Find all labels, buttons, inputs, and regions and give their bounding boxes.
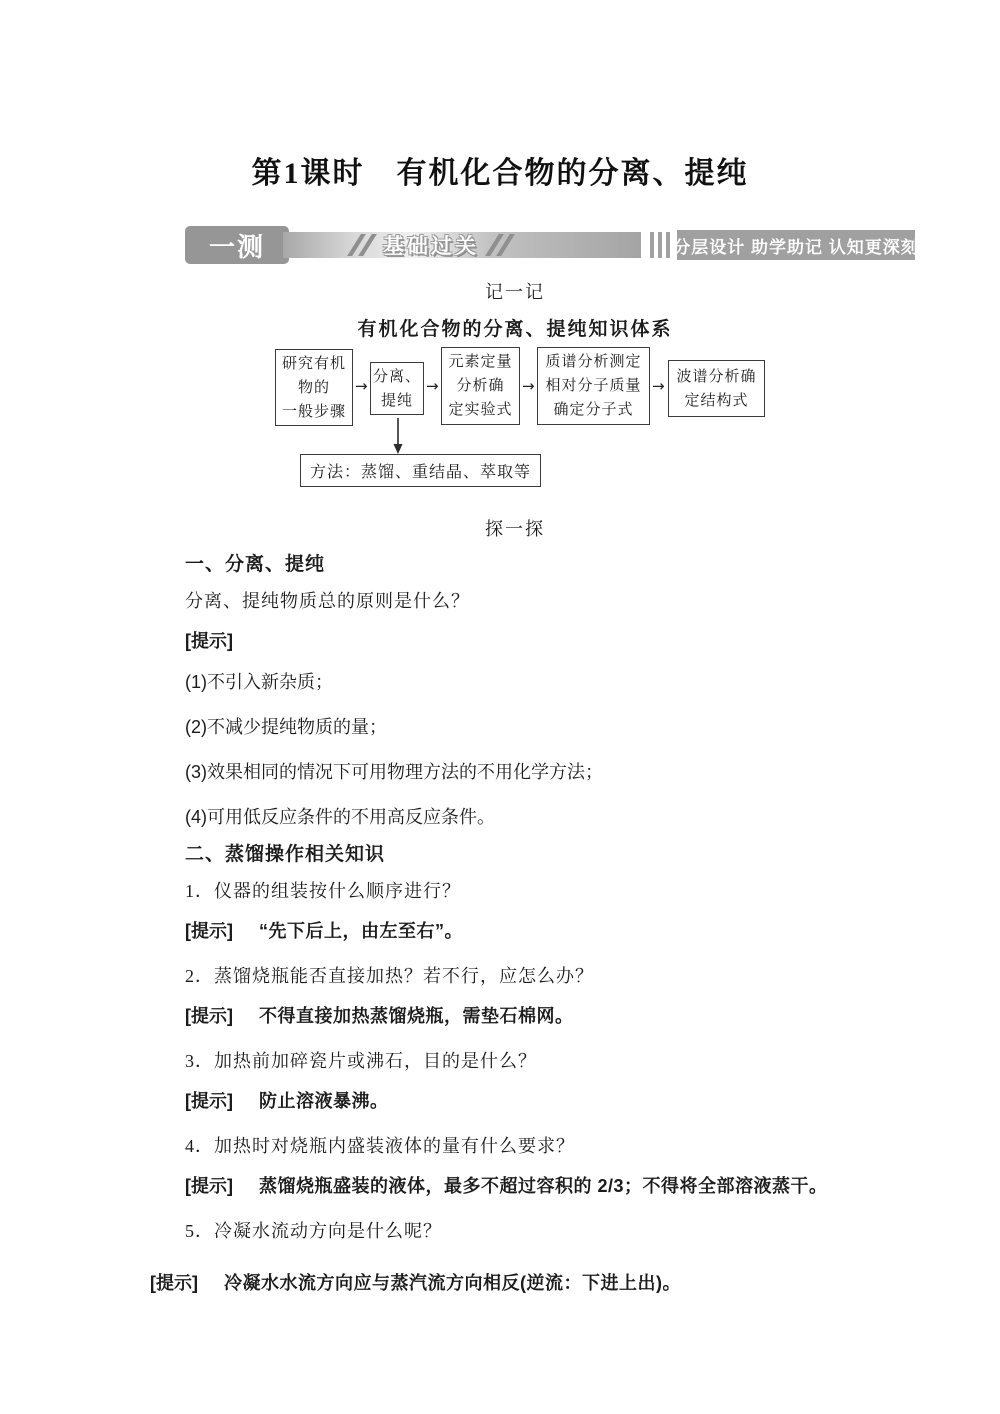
- memorize-subtitle: 有机化合物的分离、提纯知识体系: [357, 319, 673, 340]
- flow-box-research-steps: [275, 349, 353, 426]
- flow-box-line: 元素定量: [448, 354, 513, 370]
- flow-box-mass-spectrometry: [537, 347, 650, 425]
- hint-label: [提示]: [185, 1091, 233, 1111]
- question-5: 5．冷凝水流动方向是什么呢？: [185, 1221, 442, 1241]
- right-arrow-icon: →: [426, 377, 439, 395]
- flow-box-separation-purification: [370, 362, 424, 415]
- flow-box-line: 物的: [297, 379, 330, 396]
- answer-4: [150, 1174, 880, 1200]
- principle-item: (3)效果相同的情况下可用物理方法的不用化学方法；: [185, 762, 603, 782]
- answer-text: 冷凝水水流方向应与蒸汽流方向相反(逆流：下进上出)。: [224, 1273, 681, 1293]
- banner-right-strip: [673, 230, 919, 260]
- flow-box-spectroscopy: [668, 360, 765, 417]
- flow-box-line: 定结构式: [684, 392, 749, 409]
- banner-right-label: 分层设计 助学助记 认知更深刻: [673, 237, 919, 257]
- flow-box-line: 定实验式: [448, 402, 513, 418]
- flow-box-elemental-analysis: [441, 347, 520, 425]
- answer-5: [150, 1271, 880, 1297]
- banner-section-label: 基础过关: [383, 235, 479, 258]
- answer-3: [150, 1089, 880, 1115]
- hint-label: [提示]: [185, 1176, 233, 1196]
- down-arrow-icon: [392, 418, 404, 459]
- method-box: 方法：蒸馏、重结晶、萃取等: [300, 454, 541, 487]
- question-1: 1．仪器的组装按什么顺序进行？: [185, 881, 461, 901]
- hint-label: [提示]: [185, 1006, 233, 1026]
- flow-box-line: 一般步骤: [281, 403, 346, 420]
- content-column: [150, 278, 880, 1316]
- section1-hint-label-line: [150, 629, 880, 655]
- section-banner: [185, 226, 919, 264]
- question-2: 2．蒸馏烧瓶能否直接加热？若不行，应怎么办？: [185, 966, 594, 986]
- section2-title: 二、蒸馏操作相关知识: [185, 844, 386, 865]
- banner-tab-label: 一测: [208, 231, 265, 262]
- banner-separator-bars: [648, 232, 672, 258]
- answer-text: 防止溶液暴沸。: [259, 1091, 389, 1111]
- flow-box-line: 波谱分析确: [676, 368, 757, 385]
- section1-title: 一、分离、提纯: [185, 554, 326, 575]
- banner-bar: [283, 232, 641, 258]
- principle-item: (4)可用低反应条件的不用高反应条件。: [185, 807, 495, 827]
- flow-box-line: 质谱分析测定: [545, 354, 642, 370]
- flow-box-line: 分析确: [456, 378, 505, 394]
- hint-label: [提示]: [150, 1273, 198, 1293]
- flow-box-line: 分离、: [372, 368, 421, 385]
- banner-tab: [185, 226, 289, 264]
- principle-item: (2)不减少提纯物质的量；: [185, 717, 387, 737]
- knowledge-flowchart: [150, 341, 880, 501]
- hatch-stripes-icon: [351, 234, 373, 256]
- right-arrow-icon: →: [355, 377, 368, 395]
- hint-label: [提示]: [185, 631, 233, 651]
- right-arrow-icon: →: [522, 377, 535, 395]
- principle-item: (1)不引入新杂质；: [185, 672, 333, 692]
- flow-box-line: 研究有机: [281, 355, 346, 372]
- hatch-stripes-icon: [489, 234, 511, 256]
- question-4: 4．加热时对烧瓶内盛装液体的量有什么要求？: [185, 1136, 575, 1156]
- flow-box-line: 确定分子式: [553, 402, 634, 418]
- page-title: 第1课时 有机化合物的分离、提纯: [251, 157, 749, 190]
- explore-heading: 探一探: [485, 519, 545, 539]
- right-arrow-icon: →: [652, 377, 665, 395]
- answer-text: 不得直接加热蒸馏烧瓶，需垫石棉网。: [259, 1006, 574, 1026]
- question-3: 3．加热前加碎瓷片或沸石，目的是什么？: [185, 1051, 537, 1071]
- answer-text: 蒸馏烧瓶盛装的液体，最多不超过容积的 2/3；不得将全部溶液蒸干。: [259, 1176, 828, 1196]
- section1-question: 分离、提纯物质总的原则是什么？: [185, 591, 470, 611]
- answer-text: “先下后上，由左至右”。: [259, 921, 463, 941]
- memorize-heading: 记一记: [485, 282, 545, 302]
- hint-label: [提示]: [185, 921, 233, 941]
- flow-box-line: 相对分子质量: [545, 378, 642, 394]
- answer-2: [150, 1004, 880, 1030]
- answer-1: [150, 919, 880, 945]
- flow-box-line: 提纯: [380, 392, 413, 409]
